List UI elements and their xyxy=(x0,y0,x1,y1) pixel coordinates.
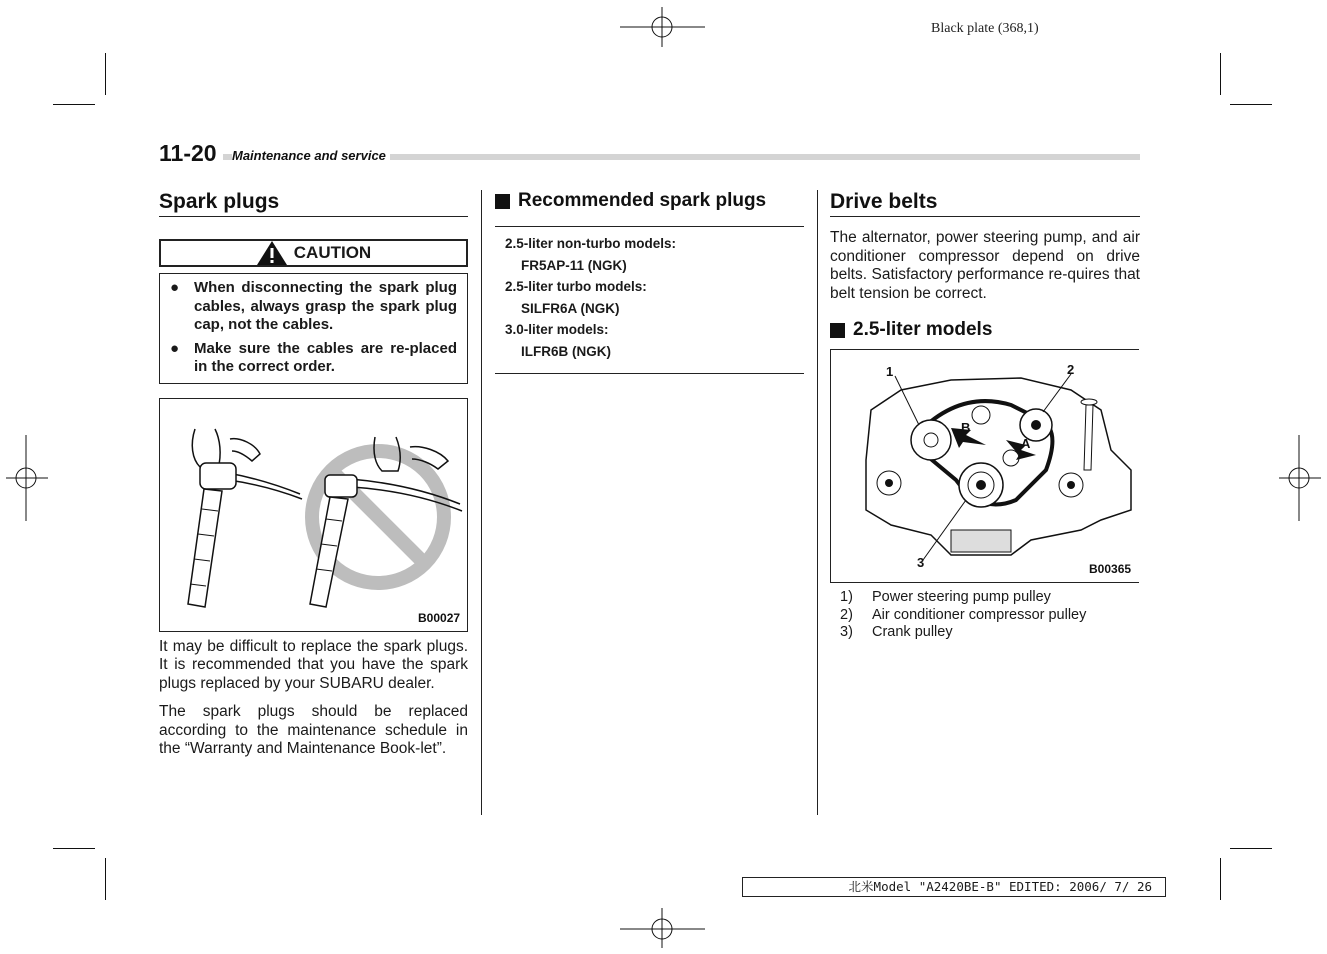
figure-label-1: 1 xyxy=(886,364,894,379)
spec-plug: FR5AP-11 (NGK) xyxy=(521,257,627,273)
caution-box xyxy=(159,273,468,384)
legend-text: Air conditioner compressor pulley xyxy=(872,606,1087,623)
page-header xyxy=(159,140,1140,164)
caution-header xyxy=(159,239,468,267)
legend-item xyxy=(830,624,1140,642)
engine-belt-illustration xyxy=(831,350,1139,582)
caution-item: ● Make sure the cables are re-placed in the correct order. xyxy=(170,339,457,375)
spec-plug: ILFR6B (NGK) xyxy=(521,343,611,359)
figure-code: B00027 xyxy=(418,610,461,625)
figure-label-a: A xyxy=(1021,436,1031,451)
spec-model: 2.5-liter non-turbo models: xyxy=(505,236,677,251)
legend-item xyxy=(830,607,1140,625)
legend-text: Crank pulley xyxy=(872,624,953,640)
figure-legend xyxy=(830,589,1140,642)
caution-item-text: Make sure the cables are re-placed in the correct order. xyxy=(194,339,457,375)
spec-model: 2.5-liter turbo models: xyxy=(505,279,647,295)
spark-plug-cable-illustration xyxy=(160,399,467,631)
recommended-title xyxy=(495,190,804,212)
caution-item: ● When disconnecting the spark plug cables, always grasp the spark plug cap, not the cables. xyxy=(170,279,457,333)
page-number: 11-20 xyxy=(159,140,223,167)
legend-num: 2) xyxy=(840,606,853,623)
figure-label-3: 3 xyxy=(917,555,925,570)
spark-plugs-title: Spark plugs xyxy=(159,190,468,217)
registration-mark-left xyxy=(4,433,50,523)
drive-belts-section xyxy=(830,190,1140,642)
drive-belts-title: Drive belts xyxy=(830,190,1140,217)
plate-label: Black plate (368,1) xyxy=(931,21,1039,36)
caution-item-text: When disconnecting the spark plug cables, always grasp the spark plug cap, not the cables. xyxy=(194,279,457,333)
drive-belt-figure xyxy=(830,349,1139,583)
square-bullet-icon xyxy=(830,323,845,338)
spec-model: 3.0-liter models: xyxy=(505,322,609,338)
figure-code: B00365 xyxy=(1089,562,1132,576)
spark-plug-spec-table xyxy=(495,226,804,374)
body-paragraph: It may be difficult to replace the spark plugs. It is recommended that you have the spark plugs replaced by your SUBARU dealer. xyxy=(159,637,468,692)
spark-plugs-section xyxy=(159,190,468,759)
legend-item xyxy=(830,589,1140,607)
registration-mark-top xyxy=(615,5,710,47)
figure-label-b: B xyxy=(961,420,971,435)
column-divider xyxy=(817,190,818,815)
section-name: Maintenance and service xyxy=(232,148,390,163)
recommended-plugs-section xyxy=(495,190,804,374)
models-subtitle xyxy=(830,319,1140,341)
spark-plug-figure xyxy=(159,398,468,632)
legend-num: 1) xyxy=(840,589,853,605)
body-paragraph: The alternator, power steering pump, and air conditioner compressor depend on drive belts. Satisfactory performance re-quires that belt tension be correct. xyxy=(830,229,1140,302)
legend-text: Power steering pump pulley xyxy=(872,589,1051,605)
column-divider xyxy=(481,190,482,815)
models-subtitle-text: 2.5-liter models xyxy=(853,319,993,340)
warning-icon xyxy=(256,240,288,266)
registration-mark-right xyxy=(1277,433,1323,523)
body-paragraph: The spark plugs should be replaced according to the maintenance schedule in the “Warranty and Maintenance Book-let”. xyxy=(159,703,468,757)
legend-num: 3) xyxy=(840,624,853,640)
square-bullet-icon xyxy=(495,194,510,209)
footer-edit-stamp: 北米Model "A2420BE-B" EDITED: 2006/ 7/ 26 xyxy=(742,877,1166,897)
recommended-title-text: Recommended spark plugs xyxy=(518,190,767,211)
figure-label-2: 2 xyxy=(1067,362,1075,377)
caution-label: CAUTION xyxy=(293,243,372,262)
spec-plug: SILFR6A (NGK) xyxy=(521,300,620,316)
registration-mark-bottom xyxy=(615,908,710,950)
